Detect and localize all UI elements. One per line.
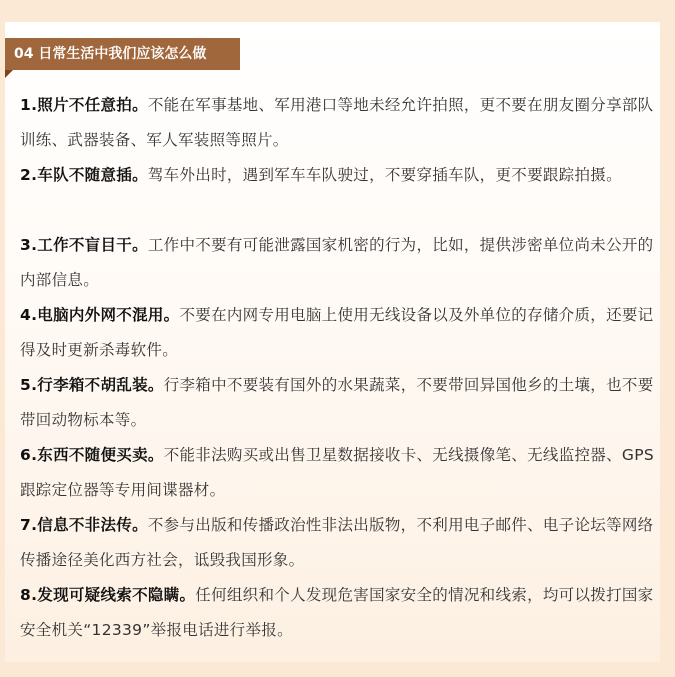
section-title-banner: 04 日常生活中我们应该怎么做: [5, 38, 240, 70]
guideline-heading: 6.东西不随便买卖。: [20, 446, 164, 464]
guideline-text: 任何组织和个人发现危害国家安全的情况和线索，均可以拨打国家安全机关“12339”举报电话进行举报。: [20, 586, 654, 639]
guideline-item-3: [20, 228, 660, 298]
guideline-item-5: [20, 368, 660, 438]
guideline-heading: 8.发现可疑线索不隐瞒。: [20, 586, 196, 604]
guideline-heading: 4.电脑内外网不混用。: [20, 306, 180, 324]
guideline-text: 不能非法购买或出售卫星数据接收卡、无线摄像笔、无线监控器、GPS跟踪定位器等专用间谍器材。: [20, 446, 654, 499]
guideline-heading: 5.行李箱不胡乱装。: [20, 376, 164, 394]
banner-fold: [5, 70, 13, 78]
guideline-heading: 2.车队不随意插。: [20, 166, 148, 184]
guideline-item-1: [20, 88, 660, 158]
guideline-heading: 3.工作不盲目干。: [20, 236, 148, 254]
guideline-text: 驾车外出时，遇到军车车队驶过，不要穿插车队，更不要跟踪拍摄。: [147, 166, 622, 184]
guideline-text: 不要在内网专用电脑上使用无线设备以及外单位的存储介质，还要记得及时更新杀毒软件。: [20, 306, 654, 359]
content-card: [5, 22, 660, 662]
guideline-list: [20, 88, 660, 648]
guideline-text: 不参与出版和传播政治性非法出版物，不利用电子邮件、电子论坛等网络传播途径美化西方社会，诋毁我国形象。: [20, 516, 654, 569]
guideline-heading: 1.照片不任意拍。: [20, 96, 148, 114]
guideline-heading: 7.信息不非法传。: [20, 516, 148, 534]
guideline-item-2: [20, 158, 660, 228]
guideline-text: 不能在军事基地、军用港口等地未经允许拍照，更不要在朋友圈分享部队训练、武器装备、军人军装照等照片。: [20, 96, 654, 149]
guideline-item-7: [20, 508, 660, 578]
guideline-item-4: [20, 298, 660, 368]
guideline-item-6: [20, 438, 660, 508]
guideline-text: 行李箱中不要装有国外的水果蔬菜，不要带回异国他乡的土壤，也不要带回动物标本等。: [20, 376, 654, 429]
guideline-item-8: [20, 578, 660, 648]
guideline-text: 工作中不要有可能泄露国家机密的行为，比如，提供涉密单位尚未公开的内部信息。: [20, 236, 654, 289]
